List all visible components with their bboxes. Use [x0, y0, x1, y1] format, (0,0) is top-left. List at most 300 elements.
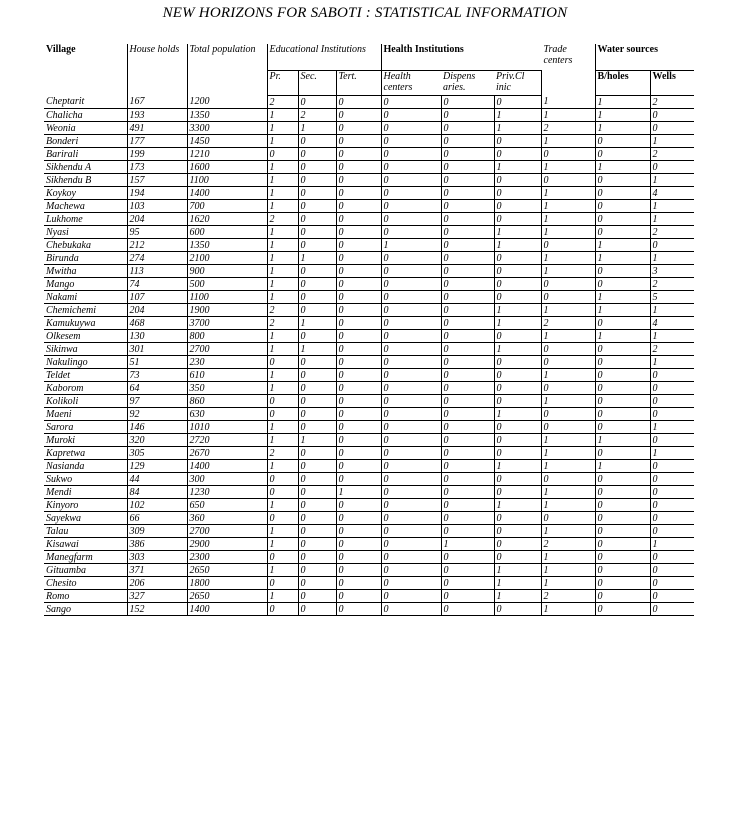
cell-population: 1400 [187, 460, 267, 473]
cell-tertiary: 0 [336, 356, 381, 369]
cell-secondary: 0 [298, 577, 336, 590]
cell-population: 1450 [187, 135, 267, 148]
cell-trade-centers: 1 [541, 135, 595, 148]
cell-village: Gituamba [44, 564, 127, 577]
cell-trade-centers: 1 [541, 551, 595, 564]
cell-wells: 0 [650, 603, 694, 616]
cell-tertiary: 0 [336, 473, 381, 486]
cell-population: 350 [187, 382, 267, 395]
cell-health-centers: 0 [381, 499, 441, 512]
table-row [44, 278, 694, 291]
cell-households: 95 [127, 226, 187, 239]
cell-trade-centers: 1 [541, 200, 595, 213]
cell-private-clinic: 0 [494, 603, 541, 616]
cell-wells: 4 [650, 187, 694, 200]
cell-private-clinic: 0 [494, 96, 541, 109]
cell-private-clinic: 0 [494, 174, 541, 187]
cell-dispensaries: 0 [441, 278, 494, 291]
table-body [44, 96, 694, 616]
cell-boreholes: 0 [595, 174, 650, 187]
cell-private-clinic: 0 [494, 278, 541, 291]
cell-health-centers: 0 [381, 135, 441, 148]
cell-village: Koykoy [44, 187, 127, 200]
header-village: Village [44, 44, 127, 96]
cell-households: 301 [127, 343, 187, 356]
cell-trade-centers: 1 [541, 486, 595, 499]
cell-population: 2300 [187, 551, 267, 564]
cell-wells: 0 [650, 239, 694, 252]
cell-health-centers: 1 [381, 239, 441, 252]
cell-primary: 0 [267, 408, 298, 421]
cell-village: Nasianda [44, 460, 127, 473]
cell-secondary: 0 [298, 135, 336, 148]
cell-primary: 0 [267, 148, 298, 161]
cell-dispensaries: 0 [441, 265, 494, 278]
cell-households: 193 [127, 109, 187, 122]
cell-tertiary: 0 [336, 226, 381, 239]
cell-tertiary: 0 [336, 434, 381, 447]
cell-dispensaries: 0 [441, 603, 494, 616]
cell-primary: 1 [267, 187, 298, 200]
cell-boreholes: 0 [595, 538, 650, 551]
cell-trade-centers: 1 [541, 96, 595, 109]
table-row [44, 382, 694, 395]
cell-secondary: 0 [298, 356, 336, 369]
header-households: House holds [127, 44, 187, 96]
cell-households: 113 [127, 265, 187, 278]
cell-tertiary: 0 [336, 499, 381, 512]
header-health: Health Institutions [383, 44, 464, 55]
cell-wells: 3 [650, 265, 694, 278]
cell-dispensaries: 0 [441, 460, 494, 473]
header-health-centers: Health centers [381, 71, 441, 96]
table-row [44, 538, 694, 551]
cell-boreholes: 0 [595, 421, 650, 434]
cell-primary: 0 [267, 473, 298, 486]
cell-trade-centers: 2 [541, 122, 595, 135]
cell-population: 1010 [187, 421, 267, 434]
cell-dispensaries: 0 [441, 434, 494, 447]
cell-primary: 0 [267, 512, 298, 525]
cell-boreholes: 0 [595, 512, 650, 525]
cell-health-centers: 0 [381, 109, 441, 122]
cell-primary: 1 [267, 499, 298, 512]
table-row [44, 226, 694, 239]
cell-secondary: 1 [298, 343, 336, 356]
cell-private-clinic: 0 [494, 187, 541, 200]
cell-village: Romo [44, 590, 127, 603]
cell-population: 1800 [187, 577, 267, 590]
cell-boreholes: 0 [595, 213, 650, 226]
table-row [44, 590, 694, 603]
cell-population: 860 [187, 395, 267, 408]
cell-tertiary: 0 [336, 343, 381, 356]
table-row [44, 317, 694, 330]
cell-secondary: 0 [298, 395, 336, 408]
cell-population: 3300 [187, 122, 267, 135]
cell-wells: 1 [650, 330, 694, 343]
cell-dispensaries: 0 [441, 356, 494, 369]
table-row [44, 343, 694, 356]
cell-private-clinic: 0 [494, 434, 541, 447]
cell-boreholes: 1 [595, 434, 650, 447]
cell-primary: 1 [267, 161, 298, 174]
cell-tertiary: 1 [336, 486, 381, 499]
cell-trade-centers: 1 [541, 265, 595, 278]
cell-households: 320 [127, 434, 187, 447]
cell-population: 800 [187, 330, 267, 343]
cell-private-clinic: 1 [494, 239, 541, 252]
cell-tertiary: 0 [336, 551, 381, 564]
table-row [44, 135, 694, 148]
cell-private-clinic: 1 [494, 564, 541, 577]
cell-households: 199 [127, 148, 187, 161]
cell-tertiary: 0 [336, 252, 381, 265]
cell-village: Kinyoro [44, 499, 127, 512]
cell-boreholes: 1 [595, 330, 650, 343]
cell-wells: 1 [650, 200, 694, 213]
cell-secondary: 0 [298, 96, 336, 109]
cell-wells: 1 [650, 304, 694, 317]
cell-dispensaries: 0 [441, 343, 494, 356]
cell-trade-centers: 1 [541, 226, 595, 239]
cell-private-clinic: 0 [494, 356, 541, 369]
cell-trade-centers: 2 [541, 590, 595, 603]
cell-wells: 0 [650, 395, 694, 408]
cell-health-centers: 0 [381, 200, 441, 213]
cell-boreholes: 1 [595, 96, 650, 109]
cell-wells: 0 [650, 551, 694, 564]
cell-wells: 2 [650, 148, 694, 161]
header-boreholes: B/holes [595, 71, 650, 96]
cell-population: 2900 [187, 538, 267, 551]
cell-dispensaries: 0 [441, 408, 494, 421]
cell-private-clinic: 0 [494, 135, 541, 148]
cell-health-centers: 0 [381, 538, 441, 551]
table-row [44, 304, 694, 317]
cell-secondary: 1 [298, 434, 336, 447]
table-row [44, 408, 694, 421]
cell-secondary: 0 [298, 226, 336, 239]
cell-secondary: 2 [298, 109, 336, 122]
cell-private-clinic: 1 [494, 317, 541, 330]
cell-wells: 0 [650, 512, 694, 525]
cell-village: Maeni [44, 408, 127, 421]
cell-secondary: 0 [298, 174, 336, 187]
cell-primary: 0 [267, 486, 298, 499]
cell-wells: 1 [650, 447, 694, 460]
cell-private-clinic: 1 [494, 161, 541, 174]
cell-private-clinic: 0 [494, 330, 541, 343]
cell-primary: 2 [267, 447, 298, 460]
cell-trade-centers: 1 [541, 499, 595, 512]
header-population: Total population [187, 44, 267, 96]
cell-boreholes: 0 [595, 187, 650, 200]
cell-health-centers: 0 [381, 564, 441, 577]
cell-village: Kaborom [44, 382, 127, 395]
cell-trade-centers: 1 [541, 434, 595, 447]
cell-primary: 1 [267, 291, 298, 304]
cell-health-centers: 0 [381, 447, 441, 460]
cell-wells: 1 [650, 356, 694, 369]
cell-population: 1900 [187, 304, 267, 317]
cell-population: 2700 [187, 525, 267, 538]
cell-tertiary: 0 [336, 408, 381, 421]
header-water: Water sources [597, 44, 658, 55]
cell-households: 212 [127, 239, 187, 252]
table-row [44, 213, 694, 226]
table-row [44, 291, 694, 304]
header-tertiary: Tert. [336, 71, 381, 96]
cell-health-centers: 0 [381, 382, 441, 395]
cell-households: 103 [127, 200, 187, 213]
cell-wells: 2 [650, 278, 694, 291]
cell-boreholes: 0 [595, 356, 650, 369]
cell-boreholes: 0 [595, 135, 650, 148]
cell-wells: 0 [650, 434, 694, 447]
cell-dispensaries: 0 [441, 382, 494, 395]
cell-tertiary: 0 [336, 278, 381, 291]
cell-population: 1400 [187, 187, 267, 200]
cell-village: Mendi [44, 486, 127, 499]
cell-tertiary: 0 [336, 122, 381, 135]
cell-dispensaries: 0 [441, 213, 494, 226]
cell-primary: 0 [267, 603, 298, 616]
cell-village: Olkesem [44, 330, 127, 343]
table-row [44, 109, 694, 122]
cell-trade-centers: 0 [541, 473, 595, 486]
cell-village: Bonderi [44, 135, 127, 148]
cell-village: Sukwo [44, 473, 127, 486]
cell-village: Chebukaka [44, 239, 127, 252]
cell-secondary: 0 [298, 330, 336, 343]
cell-wells: 0 [650, 473, 694, 486]
cell-tertiary: 0 [336, 369, 381, 382]
cell-tertiary: 0 [336, 317, 381, 330]
cell-private-clinic: 1 [494, 304, 541, 317]
cell-boreholes: 0 [595, 486, 650, 499]
cell-boreholes: 0 [595, 525, 650, 538]
cell-boreholes: 0 [595, 564, 650, 577]
table-row [44, 252, 694, 265]
header-trade: Trade centers [541, 44, 595, 96]
header-primary: Pr. [267, 71, 298, 96]
cell-population: 1620 [187, 213, 267, 226]
cell-tertiary: 0 [336, 382, 381, 395]
table-row [44, 512, 694, 525]
cell-dispensaries: 0 [441, 291, 494, 304]
header-dispensaries: Dispens aries. [441, 71, 494, 96]
cell-secondary: 0 [298, 590, 336, 603]
cell-dispensaries: 0 [441, 174, 494, 187]
cell-health-centers: 0 [381, 148, 441, 161]
cell-boreholes: 1 [595, 161, 650, 174]
cell-secondary: 0 [298, 304, 336, 317]
cell-trade-centers: 1 [541, 460, 595, 473]
cell-trade-centers: 0 [541, 382, 595, 395]
cell-secondary: 0 [298, 551, 336, 564]
cell-population: 3700 [187, 317, 267, 330]
cell-village: Chalicha [44, 109, 127, 122]
cell-health-centers: 0 [381, 252, 441, 265]
cell-dispensaries: 0 [441, 551, 494, 564]
cell-wells: 2 [650, 226, 694, 239]
cell-dispensaries: 0 [441, 161, 494, 174]
cell-dispensaries: 0 [441, 369, 494, 382]
cell-dispensaries: 0 [441, 239, 494, 252]
cell-health-centers: 0 [381, 408, 441, 421]
cell-boreholes: 0 [595, 499, 650, 512]
cell-health-centers: 0 [381, 213, 441, 226]
cell-village: Sikhendu B [44, 174, 127, 187]
cell-private-clinic: 1 [494, 343, 541, 356]
cell-population: 500 [187, 278, 267, 291]
cell-health-centers: 0 [381, 512, 441, 525]
cell-secondary: 0 [298, 408, 336, 421]
cell-health-centers: 0 [381, 460, 441, 473]
cell-private-clinic: 0 [494, 148, 541, 161]
cell-boreholes: 0 [595, 603, 650, 616]
cell-secondary: 0 [298, 187, 336, 200]
cell-households: 177 [127, 135, 187, 148]
cell-households: 152 [127, 603, 187, 616]
cell-health-centers: 0 [381, 356, 441, 369]
cell-population: 2100 [187, 252, 267, 265]
cell-primary: 1 [267, 343, 298, 356]
table-row [44, 564, 694, 577]
cell-tertiary: 0 [336, 96, 381, 109]
cell-trade-centers: 1 [541, 577, 595, 590]
cell-primary: 1 [267, 382, 298, 395]
cell-wells: 0 [650, 369, 694, 382]
cell-households: 204 [127, 304, 187, 317]
cell-health-centers: 0 [381, 486, 441, 499]
table-row [44, 603, 694, 616]
cell-health-centers: 0 [381, 122, 441, 135]
cell-health-centers: 0 [381, 96, 441, 109]
cell-primary: 1 [267, 278, 298, 291]
cell-households: 386 [127, 538, 187, 551]
cell-dispensaries: 0 [441, 330, 494, 343]
table-row [44, 265, 694, 278]
cell-health-centers: 0 [381, 304, 441, 317]
cell-primary: 0 [267, 356, 298, 369]
cell-dispensaries: 0 [441, 304, 494, 317]
cell-households: 97 [127, 395, 187, 408]
cell-trade-centers: 0 [541, 343, 595, 356]
cell-secondary: 1 [298, 317, 336, 330]
cell-village: Birunda [44, 252, 127, 265]
cell-households: 491 [127, 122, 187, 135]
cell-primary: 1 [267, 226, 298, 239]
cell-trade-centers: 1 [541, 252, 595, 265]
cell-boreholes: 0 [595, 343, 650, 356]
cell-dispensaries: 0 [441, 109, 494, 122]
cell-secondary: 0 [298, 148, 336, 161]
cell-primary: 1 [267, 369, 298, 382]
cell-boreholes: 0 [595, 395, 650, 408]
cell-wells: 0 [650, 564, 694, 577]
cell-wells: 1 [650, 135, 694, 148]
cell-households: 146 [127, 421, 187, 434]
cell-primary: 1 [267, 252, 298, 265]
cell-wells: 0 [650, 382, 694, 395]
cell-village: Chemichemi [44, 304, 127, 317]
cell-village: Machewa [44, 200, 127, 213]
cell-tertiary: 0 [336, 460, 381, 473]
cell-tertiary: 0 [336, 447, 381, 460]
cell-households: 194 [127, 187, 187, 200]
cell-village: Talau [44, 525, 127, 538]
cell-wells: 0 [650, 525, 694, 538]
cell-village: Kamukuywa [44, 317, 127, 330]
cell-private-clinic: 0 [494, 382, 541, 395]
cell-households: 327 [127, 590, 187, 603]
cell-households: 157 [127, 174, 187, 187]
cell-wells: 0 [650, 109, 694, 122]
header-education: Educational Institutions [267, 44, 381, 71]
cell-population: 600 [187, 226, 267, 239]
cell-dispensaries: 0 [441, 135, 494, 148]
cell-secondary: 0 [298, 291, 336, 304]
cell-households: 204 [127, 213, 187, 226]
cell-wells: 0 [650, 577, 694, 590]
cell-tertiary: 0 [336, 265, 381, 278]
cell-secondary: 0 [298, 486, 336, 499]
cell-private-clinic: 0 [494, 473, 541, 486]
table-row [44, 421, 694, 434]
table-row [44, 499, 694, 512]
cell-wells: 4 [650, 317, 694, 330]
cell-tertiary: 0 [336, 148, 381, 161]
cell-health-centers: 0 [381, 343, 441, 356]
cell-village: Sikhendu A [44, 161, 127, 174]
cell-wells: 2 [650, 343, 694, 356]
cell-secondary: 0 [298, 369, 336, 382]
cell-primary: 1 [267, 122, 298, 135]
cell-households: 102 [127, 499, 187, 512]
cell-health-centers: 0 [381, 577, 441, 590]
cell-private-clinic: 0 [494, 421, 541, 434]
cell-health-centers: 0 [381, 317, 441, 330]
cell-boreholes: 0 [595, 590, 650, 603]
cell-village: Teldet [44, 369, 127, 382]
table-row [44, 395, 694, 408]
cell-trade-centers: 1 [541, 525, 595, 538]
cell-trade-centers: 0 [541, 291, 595, 304]
cell-tertiary: 0 [336, 304, 381, 317]
cell-primary: 1 [267, 434, 298, 447]
cell-private-clinic: 0 [494, 551, 541, 564]
cell-secondary: 0 [298, 512, 336, 525]
cell-boreholes: 1 [595, 239, 650, 252]
cell-secondary: 0 [298, 239, 336, 252]
cell-private-clinic: 0 [494, 395, 541, 408]
header-private-clinic: Priv.Cl inic [494, 71, 541, 96]
cell-private-clinic: 0 [494, 525, 541, 538]
cell-primary: 1 [267, 330, 298, 343]
cell-households: 371 [127, 564, 187, 577]
cell-health-centers: 0 [381, 187, 441, 200]
statistics-table [44, 44, 694, 616]
cell-trade-centers: 0 [541, 174, 595, 187]
cell-tertiary: 0 [336, 421, 381, 434]
table-row [44, 200, 694, 213]
cell-trade-centers: 0 [541, 356, 595, 369]
cell-wells: 1 [650, 252, 694, 265]
cell-village: Muroki [44, 434, 127, 447]
cell-secondary: 0 [298, 161, 336, 174]
